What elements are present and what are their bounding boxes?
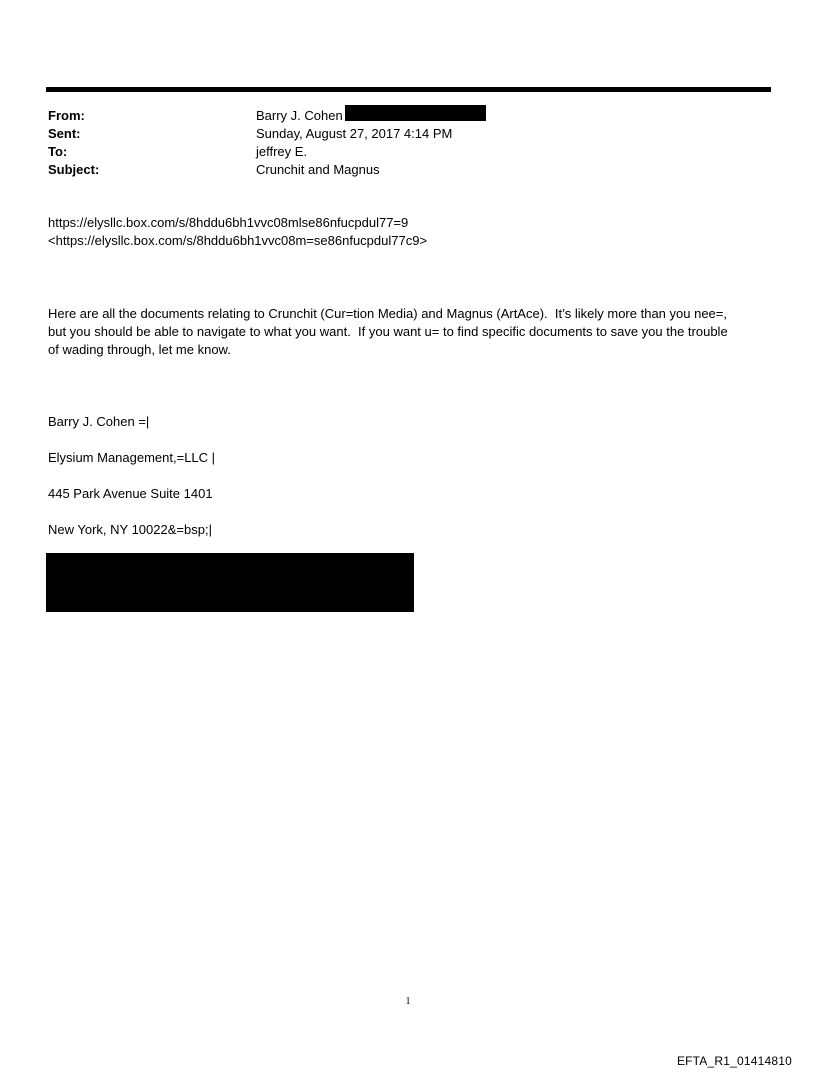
- subject-label: Subject:: [48, 162, 100, 177]
- link-url: https://elysllc.box.com/s/8hddu6bh1vvc08mlse86nfucpdul77=9: [48, 215, 409, 230]
- signature-address: 445 Park Avenue Suite 1401: [48, 486, 213, 501]
- subject-value: Crunchit and Magnus: [256, 162, 380, 177]
- message-line: of wading through, let me know.: [48, 342, 231, 357]
- message-line: Here are all the documents relating to Crunchit (Cur=tion Media) and Magnus (ArtAce). It’s likely more than you nee=,: [48, 306, 727, 321]
- signature-name: Barry J. Cohen =|: [48, 414, 150, 429]
- from-value: Barry J. Cohen: [256, 108, 343, 123]
- sent-label: Sent:: [48, 126, 81, 141]
- from-label: From:: [48, 108, 85, 123]
- message-line: but you should be able to navigate to what you want. If you want u= to find specific documents to save you the trouble: [48, 324, 728, 339]
- page-number: 1: [405, 996, 411, 1007]
- to-value: jeffrey E.: [256, 144, 308, 159]
- redaction-box-email: [345, 105, 486, 121]
- sent-value: Sunday, August 27, 2017 4:14 PM: [256, 126, 453, 141]
- redaction-box-contact: [46, 553, 414, 612]
- signature-city: New York, NY 10022&=bsp;|: [48, 522, 212, 537]
- to-label: To:: [48, 144, 68, 159]
- link-url-bracketed: <https://elysllc.box.com/s/8hddu6bh1vvc08m=se86nfucpdul77c9>: [48, 233, 428, 248]
- header-divider: [46, 87, 771, 92]
- signature-company: Elysium Management,=LLC |: [48, 450, 216, 465]
- document-id: EFTA_R1_01414810: [676, 1054, 792, 1068]
